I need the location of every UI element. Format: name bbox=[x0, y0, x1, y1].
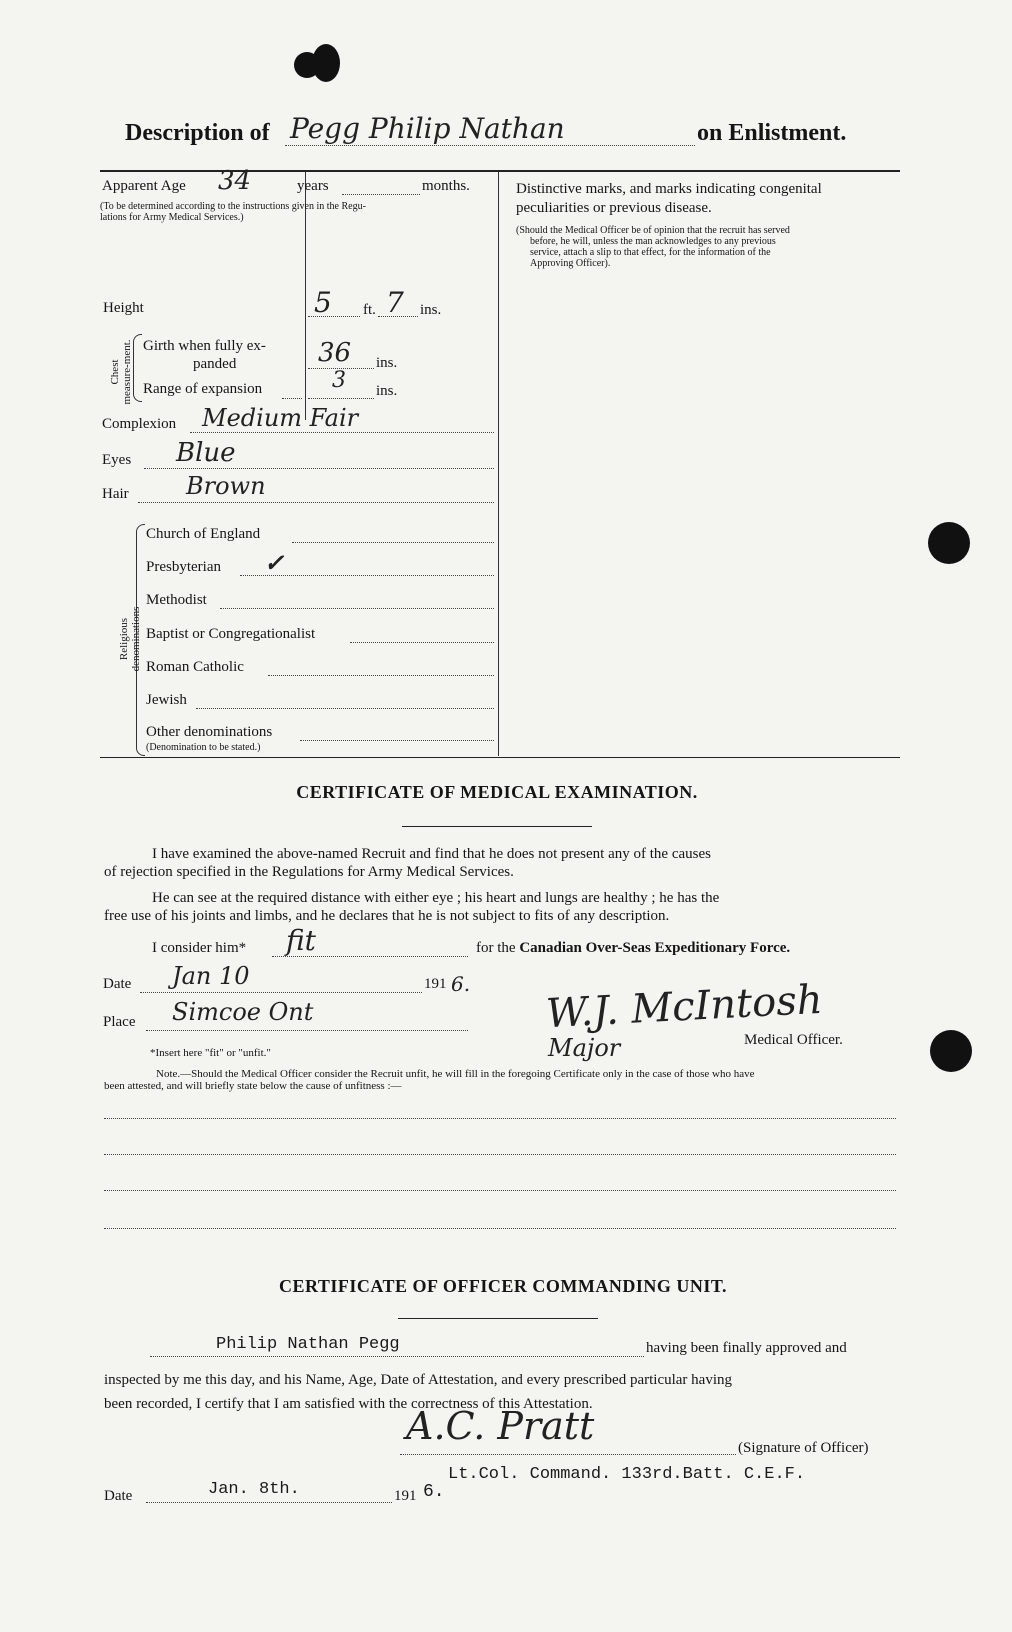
chest-bracket bbox=[133, 334, 142, 402]
girth-label-line: panded bbox=[193, 356, 237, 372]
section-rule bbox=[100, 757, 900, 758]
ft-label: ft. bbox=[363, 302, 376, 318]
medical-place-label: Place bbox=[103, 1014, 136, 1030]
chest-vertical-line: Chest bbox=[109, 359, 121, 385]
heading-underline bbox=[398, 1318, 598, 1319]
expansion-ins-label: ins. bbox=[376, 383, 398, 399]
height-inches: 7 bbox=[386, 286, 404, 319]
officer-paragraph-line: inspected by me this day, and his Name, Age, Date of Attestation, and every prescribed particular having bbox=[104, 1372, 733, 1388]
religion-jewish: Jewish bbox=[146, 692, 187, 708]
religion-baptist: Baptist or Congregationalist bbox=[146, 626, 316, 642]
medical-date-value: Jan 10 bbox=[172, 962, 250, 990]
expansion-label: Range of expansion bbox=[143, 381, 263, 397]
medical-paragraph-line: free use of his joints and limbs, and he declares that he is not subject to fits of any description. bbox=[104, 908, 670, 924]
years-label: years bbox=[297, 178, 329, 194]
heading-underline bbox=[402, 826, 592, 827]
approved-text: having been finally approved and bbox=[646, 1340, 847, 1356]
commanding-officer-signature: A.C. Pratt bbox=[406, 1404, 595, 1448]
marks-note-line: Approving Officer). bbox=[530, 258, 611, 269]
medical-year-prefix: 191 bbox=[424, 976, 447, 992]
officer-date-label: Date bbox=[104, 1488, 133, 1504]
religion-presbyterian: Presbyterian bbox=[146, 559, 221, 575]
officer-year-suffix: 6. bbox=[423, 1482, 445, 1502]
age-value: 34 bbox=[218, 166, 252, 196]
medical-paragraph-line: He can see at the required distance with either eye ; his heart and lungs are healthy ; he has the bbox=[152, 890, 720, 906]
complexion-value: Medium Fair bbox=[202, 404, 359, 432]
eyes-value: Blue bbox=[176, 438, 236, 468]
punch-hole bbox=[928, 522, 970, 564]
insert-note: *Insert here "fit" or "unfit." bbox=[150, 1047, 271, 1059]
marks-note-line: service, attach a slip to that effect, for the information of the bbox=[530, 247, 771, 258]
officer-paragraph-line: been recorded, I certify that I am satisfied with the correctness of this Attestation. bbox=[104, 1396, 593, 1412]
officer-date-value: Jan. 8th. bbox=[208, 1480, 300, 1499]
force-label bbox=[476, 940, 790, 957]
recruit-name-handwritten: Pegg Philip Nathan bbox=[290, 112, 565, 145]
chest-measurement-vertical-label bbox=[109, 337, 133, 407]
unfit-note-line: Note.—Should the Medical Officer consider the Recruit unfit, he will fill in the foregoing Certificate only in the case of those who have bbox=[156, 1068, 755, 1080]
force-name: Canadian Over-Seas Expeditionary Force. bbox=[519, 940, 791, 956]
form-title-suffix: on Enlistment. bbox=[697, 120, 847, 146]
medical-place-value: Simcoe Ont bbox=[172, 998, 314, 1026]
age-note-line: (To be determined according to the instructions given in the Regu- bbox=[100, 201, 366, 212]
eyes-label: Eyes bbox=[102, 452, 132, 468]
height-label: Height bbox=[103, 300, 144, 316]
medical-officer-rank: Major bbox=[548, 1034, 621, 1062]
religion-vertical-label bbox=[118, 564, 144, 714]
officer-certificate-heading: CERTIFICATE OF OFFICER COMMANDING UNIT. bbox=[278, 1276, 728, 1296]
age-note-line: lations for Army Medical Services.) bbox=[100, 212, 244, 223]
religion-other-note: (Denomination to be stated.) bbox=[146, 742, 261, 753]
ink-blot bbox=[312, 44, 340, 82]
distinctive-marks-label bbox=[516, 180, 822, 218]
medical-officer-label: Medical Officer. bbox=[744, 1032, 843, 1048]
fitness-value: fit bbox=[286, 924, 316, 957]
girth-label bbox=[143, 337, 266, 373]
marks-note-line: before, he will, unless the man acknowledges to any previous bbox=[530, 236, 776, 247]
unfit-note-line: been attested, and will briefly state below the cause of unfitness :— bbox=[104, 1080, 402, 1092]
girth-label-line: Girth when fully ex- bbox=[143, 338, 266, 354]
height-feet: 5 bbox=[314, 286, 332, 319]
religion-other: Other denominations bbox=[146, 724, 273, 740]
medical-paragraph-line: I have examined the above-named Recruit and find that he does not present any of the causes bbox=[152, 846, 711, 862]
age-label: Apparent Age bbox=[102, 178, 186, 194]
hair-label: Hair bbox=[102, 486, 129, 502]
chest-vertical-line: measure-ment. bbox=[121, 339, 133, 405]
officer-title: Lt.Col. Command. 133rd.Batt. C.E.F. bbox=[448, 1465, 806, 1484]
consider-label: I consider him* bbox=[152, 940, 247, 956]
column-divider bbox=[498, 172, 499, 756]
for-the-text: for the bbox=[476, 940, 516, 956]
officer-recruit-name: Philip Nathan Pegg bbox=[216, 1335, 400, 1354]
marks-note bbox=[516, 225, 790, 269]
girth-ins-label: ins. bbox=[376, 355, 398, 371]
religion-vertical-line: Religious bbox=[118, 617, 130, 661]
unfit-note bbox=[104, 1068, 755, 1092]
complexion-label: Complexion bbox=[102, 416, 177, 432]
form-title-prefix: Description of bbox=[125, 120, 270, 146]
ins-label: ins. bbox=[420, 302, 442, 318]
medical-date-label: Date bbox=[103, 976, 132, 992]
medical-certificate-heading: CERTIFICATE OF MEDICAL EXAMINATION. bbox=[296, 782, 698, 802]
religion-church-of-england: Church of England bbox=[146, 526, 261, 542]
girth-value: 36 bbox=[318, 338, 352, 368]
marks-label-line: peculiarities or previous disease. bbox=[516, 200, 712, 216]
signature-of-officer-label: (Signature of Officer) bbox=[738, 1440, 869, 1456]
religion-methodist: Methodist bbox=[146, 592, 207, 608]
hair-value: Brown bbox=[186, 472, 266, 500]
months-label: months. bbox=[422, 178, 470, 194]
marks-label-line: Distinctive marks, and marks indicating congenital bbox=[516, 181, 822, 197]
age-note bbox=[100, 201, 366, 223]
expansion-value: 3 bbox=[332, 368, 346, 393]
officer-year-prefix: 191 bbox=[394, 1488, 417, 1504]
medical-paragraph-1 bbox=[104, 845, 896, 881]
religion-vertical-line: denominations bbox=[130, 606, 142, 672]
medical-paragraph-line: of rejection specified in the Regulations for Army Medical Services. bbox=[104, 864, 514, 880]
religion-roman-catholic: Roman Catholic bbox=[146, 659, 244, 675]
medical-paragraph-2 bbox=[104, 889, 896, 925]
medical-year-suffix: 6. bbox=[451, 972, 471, 996]
punch-hole bbox=[930, 1030, 972, 1072]
presbyterian-mark: ✓ bbox=[264, 548, 285, 577]
marks-note-line: (Should the Medical Officer be of opinion that the recruit has served bbox=[516, 225, 790, 236]
medical-officer-signature: W.J. McIntosh bbox=[544, 976, 824, 1038]
